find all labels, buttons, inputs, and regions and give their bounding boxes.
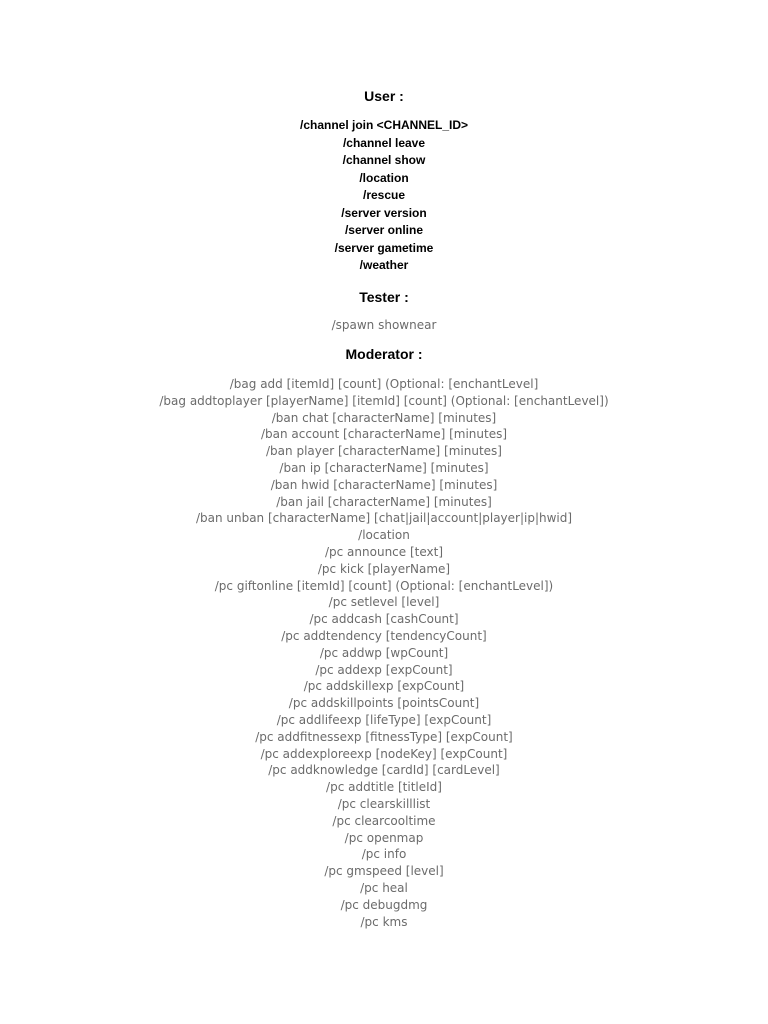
moderator-command: /pc announce [text]: [324, 544, 444, 559]
moderator-heading: Moderator :: [345, 346, 423, 362]
moderator-command: /pc addtendency [tendencyCount]: [281, 628, 487, 643]
moderator-command: /ban jail [characterName] [minutes]: [276, 494, 492, 509]
moderator-command: /pc gmspeed [level]: [324, 864, 444, 879]
user-command: /server gametime: [334, 240, 434, 255]
moderator-command: /pc addtitle [titleId]: [326, 780, 442, 795]
user-command: /channel join <CHANNEL_ID>: [299, 118, 469, 132]
user-command: /channel show: [342, 153, 426, 167]
moderator-command: /pc addknowledge [cardId] [cardLevel]: [268, 763, 500, 778]
moderator-command: /pc addexp [expCount]: [315, 662, 453, 677]
moderator-command: /pc kick [playerName]: [317, 561, 451, 576]
user-command: /server version: [341, 205, 427, 220]
user-heading: User :: [364, 88, 404, 104]
moderator-command: /pc addcash [cashCount]: [309, 612, 459, 627]
moderator-command: /ban player [characterName] [minutes]: [266, 444, 502, 459]
moderator-command: /pc openmap: [344, 830, 424, 845]
moderator-command: /pc clearskilllist: [337, 796, 431, 811]
moderator-command: /location: [358, 528, 410, 543]
moderator-command: /pc addlifeexp [lifeType] [expCount]: [276, 712, 492, 727]
moderator-command-list: [0, 376, 768, 930]
user-command-list: [0, 117, 768, 275]
moderator-command: /pc heal: [360, 880, 408, 895]
tester-command-list: [0, 317, 768, 334]
moderator-command: /pc debugdmg: [340, 897, 428, 912]
moderator-command: /ban ip [characterName] [minutes]: [279, 460, 489, 475]
moderator-command: /pc clearcooltime: [332, 813, 436, 828]
user-command: /location: [359, 170, 409, 185]
moderator-command: /bag addtoplayer [playerName] [itemId] [count] (Optional: [enchantLevel]): [159, 393, 609, 408]
user-command: /server online: [344, 223, 424, 237]
moderator-command: /pc addwp [wpCount]: [319, 645, 449, 660]
moderator-command: /ban hwid [characterName] [minutes]: [270, 477, 498, 492]
user-command: /weather: [359, 258, 409, 272]
moderator-command: /ban account [characterName] [minutes]: [260, 427, 508, 442]
user-command: /channel leave: [342, 135, 426, 150]
moderator-command: /pc addfitnessexp [fitnessType] [expCount]: [255, 729, 513, 744]
moderator-command: /bag add [itemId] [count] (Optional: [enchantLevel]: [229, 377, 539, 391]
tester-command: /spawn shownear: [331, 318, 437, 332]
moderator-command: /ban chat [characterName] [minutes]: [271, 410, 497, 425]
moderator-command: /pc addskillexp [expCount]: [303, 679, 465, 694]
moderator-command: /pc info: [361, 847, 407, 862]
moderator-command: /pc kms: [360, 914, 408, 929]
moderator-command: /pc setlevel [level]: [328, 595, 440, 610]
moderator-command: /ban unban [characterName] [chat|jail|account|player|ip|hwid]: [195, 511, 573, 526]
user-command: /rescue: [362, 188, 406, 202]
moderator-command: /pc addskillpoints [pointsCount]: [288, 696, 480, 711]
moderator-command: /pc giftonline [itemId] [count] (Optional: [enchantLevel]): [214, 578, 554, 593]
moderator-command: /pc addexploreexp [nodeKey] [expCount]: [260, 746, 508, 761]
tester-heading: Tester :: [359, 289, 409, 305]
